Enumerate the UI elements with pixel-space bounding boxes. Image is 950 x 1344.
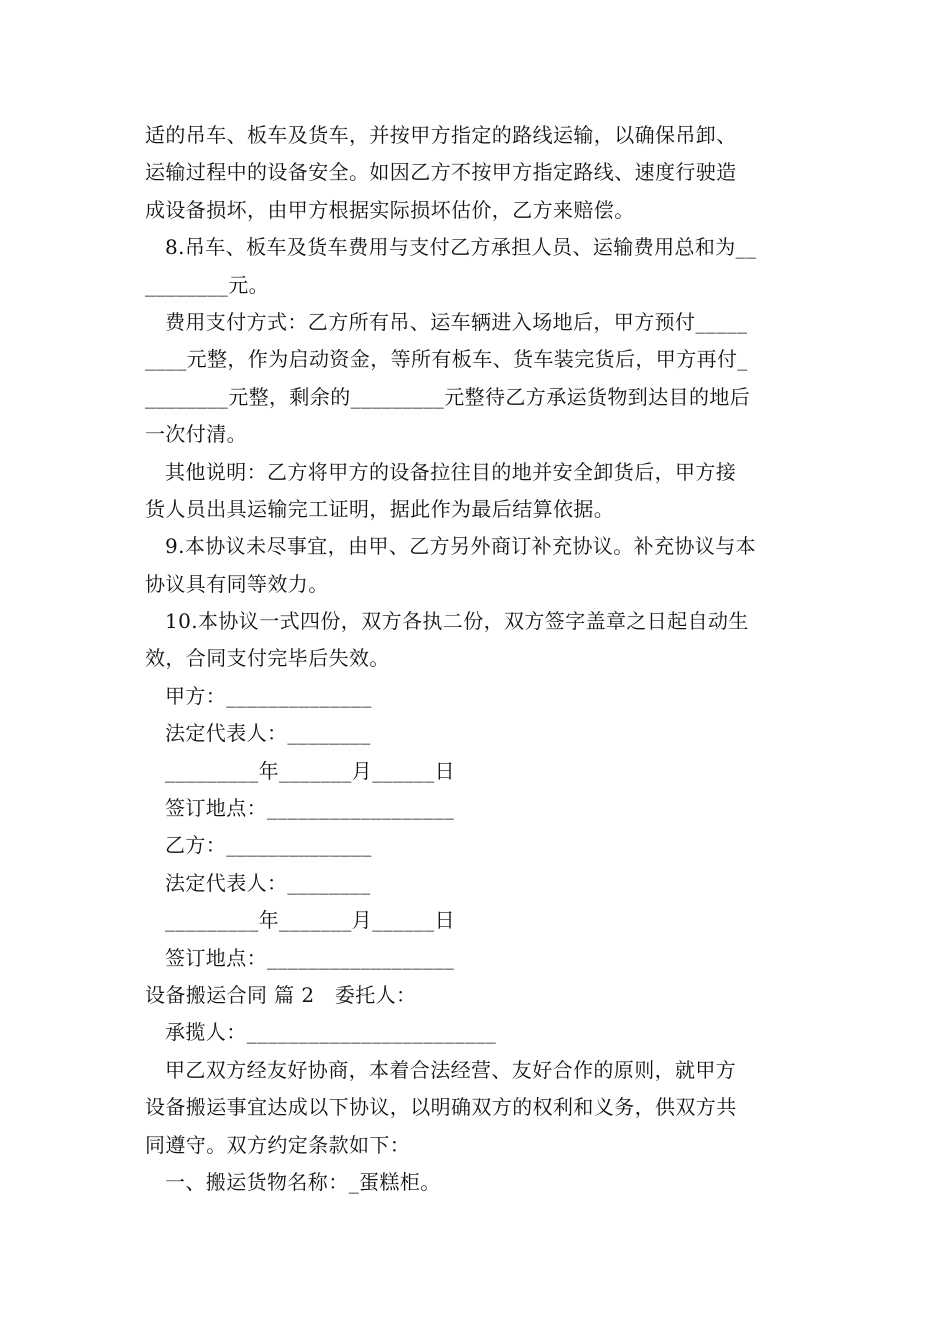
paragraph-line: 一次付清。 xyxy=(145,422,247,447)
payment-method-line: 费用支付方式：乙方所有吊、运车辆进入场地后，甲方预付_____ xyxy=(165,309,748,334)
legal-representative-field: 法定代表人：________ xyxy=(165,870,371,895)
clause-10-line: 10.本协议一式四份，双方各执二份，双方签字盖章之日起自动生 xyxy=(165,609,749,634)
paragraph-line: 货人员出具运输完工证明，据此作为最后结算依据。 xyxy=(145,496,615,521)
clause-9-line: 9.本协议未尽事宜，由甲、乙方另外商订补充协议。补充协议与本 xyxy=(165,534,757,559)
paragraph-line: 设备搬运事宜达成以下协议，以明确双方的权利和义务，供双方共 xyxy=(145,1095,737,1120)
clause-8-line: 8.吊车、板车及货车费用与支付乙方承担人员、运输费用总和为__ xyxy=(165,235,757,260)
paragraph-line: 协议具有同等效力。 xyxy=(145,571,329,596)
other-notes-line: 其他说明：乙方将甲方的设备拉往目的地并安全卸货后，甲方接 xyxy=(165,459,737,484)
party-a-field: 甲方：______________ xyxy=(165,683,372,708)
legal-representative-field: 法定代表人：________ xyxy=(165,721,371,746)
paragraph-line: 适的吊车、板车及货车，并按甲方指定的路线运输，以确保吊卸、 xyxy=(145,123,737,147)
paragraph-line: ________元。 xyxy=(145,272,269,297)
goods-name-line: 一、搬运货物名称：_蛋糕柜。 xyxy=(165,1169,441,1194)
paragraph-line: 同遵守。双方约定条款如下： xyxy=(145,1132,411,1157)
date-field: _________年_______月______日 xyxy=(165,908,455,933)
paragraph-line: 甲乙双方经友好协商，本着合法经营、友好合作的原则，就甲方 xyxy=(165,1057,737,1082)
paragraph-line: ____元整，作为启动资金，等所有板车、货车装完货后，甲方再付_ xyxy=(145,347,748,372)
date-field: _________年_______月______日 xyxy=(165,758,455,783)
paragraph-line: 效，合同支付完毕后失效。 xyxy=(145,646,390,671)
contractor-field: 承揽人：________________________ xyxy=(165,1020,497,1045)
paragraph-line: ________元整，剩余的_________元整待乙方承运货物到达目的地后 xyxy=(145,384,751,409)
signing-place-field: 签订地点：__________________ xyxy=(165,796,455,821)
paragraph-line: 运输过程中的设备安全。如因乙方不按甲方指定路线、速度行驶造 xyxy=(145,160,737,185)
document-body xyxy=(145,117,810,1201)
paragraph-line: 成设备损坏，由甲方根据实际损坏估价，乙方来赔偿。 xyxy=(145,197,635,222)
section-heading: 设备搬运合同 篇 2 委托人： xyxy=(145,982,417,1007)
party-b-field: 乙方：______________ xyxy=(165,833,372,858)
signing-place-field: 签订地点：__________________ xyxy=(165,945,455,970)
